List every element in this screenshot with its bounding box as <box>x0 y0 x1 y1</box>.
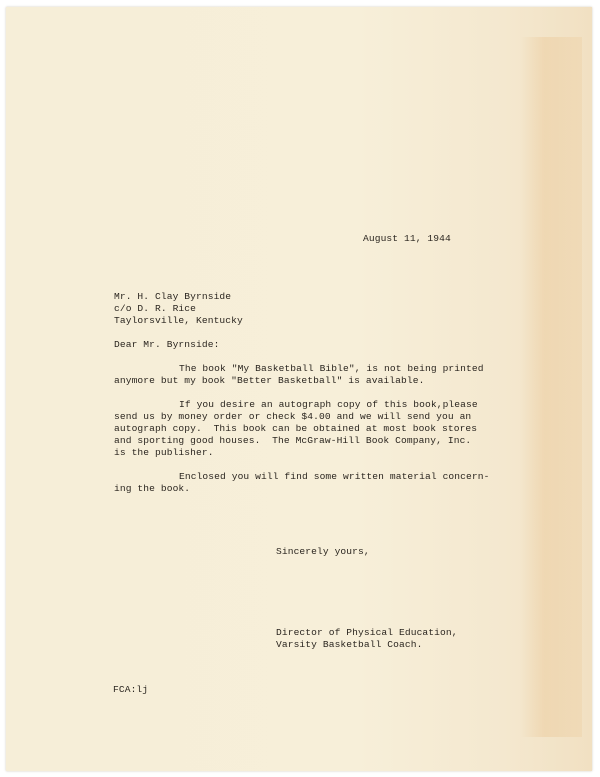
recipient-line: Taylorsville, Kentucky <box>114 315 243 326</box>
recipient-line: Mr. H. Clay Byrnside <box>114 291 232 302</box>
closing: Sincerely yours, <box>276 546 370 557</box>
letter-date: August 11, 1944 <box>363 233 451 244</box>
paragraph-line: autograph copy. This book can be obtained at most book stores <box>114 423 478 434</box>
paragraph-line: and sporting good houses. The McGraw-Hill Book Company, Inc. <box>114 435 472 446</box>
signature-title-line: Varsity Basketball Coach. <box>276 639 423 650</box>
salutation: Dear Mr. Byrnside: <box>114 339 220 350</box>
recipient-line: c/o D. R. Rice <box>114 303 197 314</box>
reference-initials: FCA:lj <box>113 684 149 695</box>
signature-title-line: Director of Physical Education, <box>276 627 458 638</box>
paragraph-line: ing the book. <box>114 483 191 494</box>
paragraph-line: is the publisher. <box>114 447 214 458</box>
paragraph-line: send us by money order or check $4.00 and we will send you an <box>114 411 472 422</box>
paragraph-line: If you desire an autograph copy of this book,please <box>179 399 478 410</box>
paragraph-line: The book "My Basketball Bible", is not being printed <box>179 363 484 374</box>
paragraph-line: Enclosed you will find some written material concern- <box>179 471 490 482</box>
paragraph-line: anymore but my book "Better Basketball" is available. <box>114 375 425 386</box>
letter-page <box>6 7 592 771</box>
